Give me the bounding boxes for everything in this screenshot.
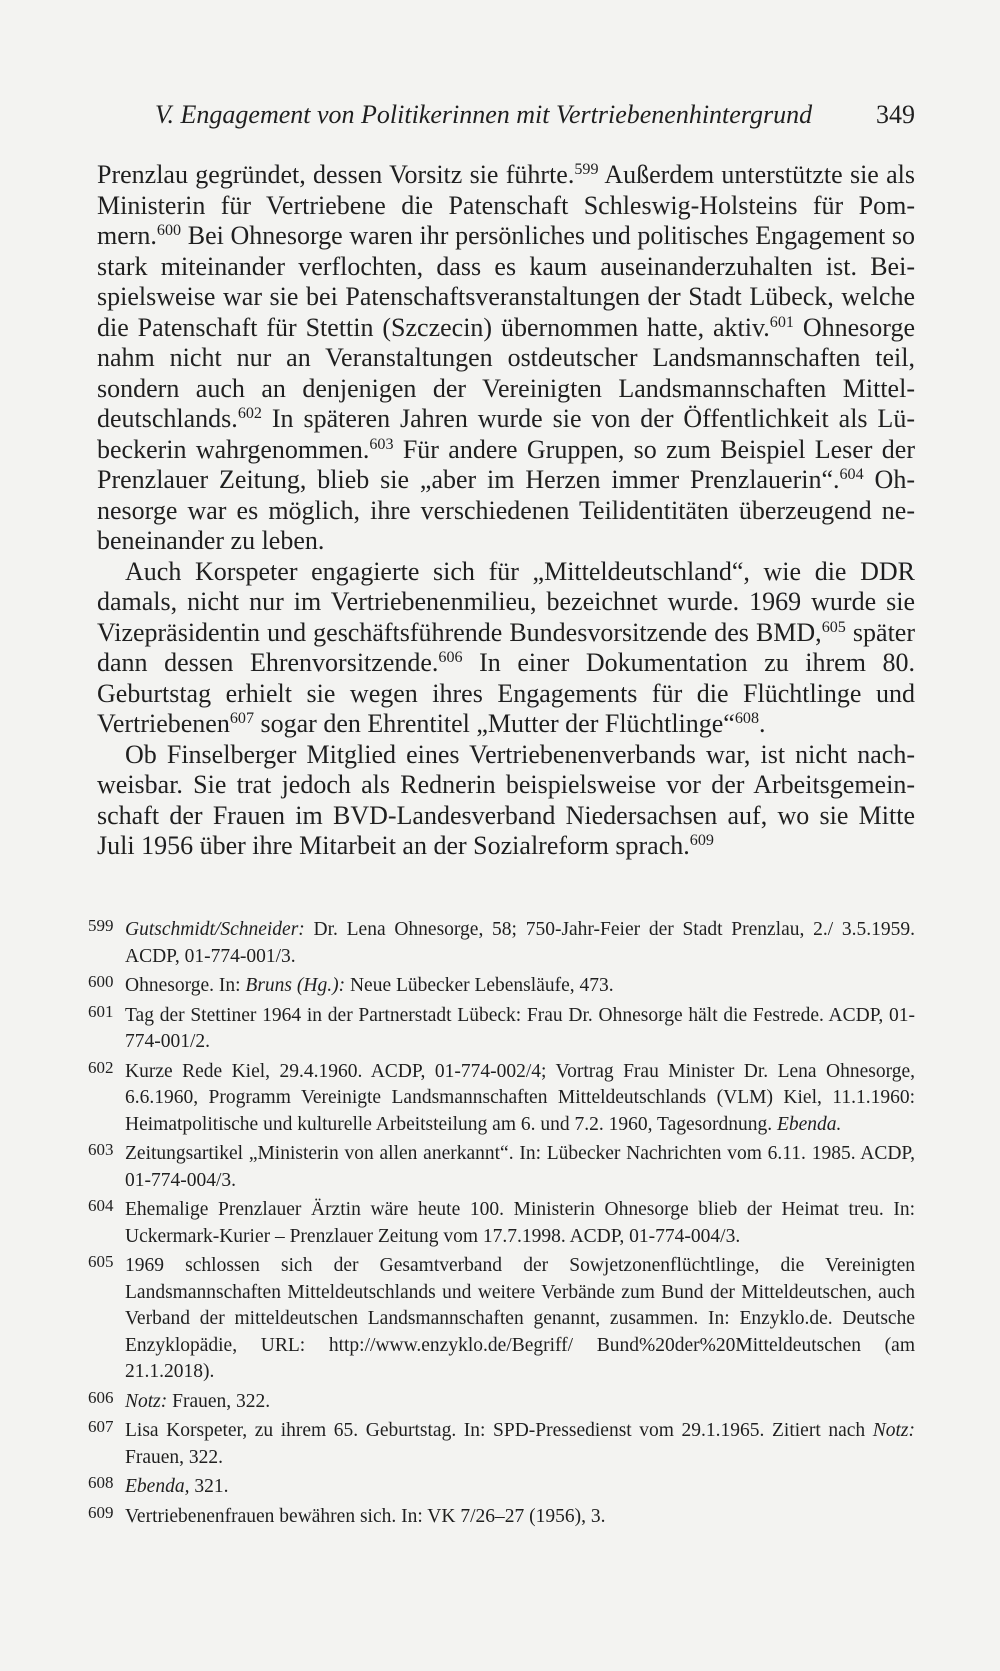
text-segment: In einer Dokumentation zu ihrem 80. Geburtstag erhielt sie wegen ihres Engagements für die Flüchtlinge und Vertriebenen [97,648,915,738]
paragraph-2 [97,557,915,740]
text-segment: sogar den Ehrentitel „Mutter der Flüchtlinge“ [254,709,735,738]
footnote-number: 604 [88,1196,114,1215]
footnote-604 [88,1197,915,1250]
footnote-text: Dr. Lena Ohnesorge, 58; 750-Jahr-Feier der Stadt Prenzlau, 2./ 3.5.1959. ACDP, 01-774-001/3. [125,919,915,967]
page-number: 349 [876,100,915,129]
footnote-ref: 602 [237,405,262,423]
footnote-author: Notz: [872,1420,915,1441]
footnote-number: 609 [88,1502,114,1522]
footnote-ref: 606 [438,649,463,667]
footnote-ref: 599 [574,161,599,179]
footnote-ref: 607 [229,710,254,728]
footnote-number: 600 [88,972,114,991]
main-text [97,160,915,862]
running-header [155,100,915,136]
footnote-608 [88,1474,915,1501]
footnote-number: 599 [88,916,114,935]
footnote-text: 1969 schlossen sich der Gesamtverband der Sowjetzonenflüchtlinge, die Vereinigten Landsmannschaften Mitteldeutschlands und weitere Verbände zum Bund der Mitteldeutschen, auch Verband der mitteldeutschen Landsmannschaften genannt, zusammen. In: Enzyklo.de. Deutsche Enzyklopädie, URL: http://www.enzyklo.de/Begriff/ Bund%20der%20Mitteldeutschen (am 21.1.2018). [125,1255,915,1382]
footnote-599 [88,917,915,970]
text-segment: In späteren Jahren wurde sie von der Öffentlichkeit als Lübeckerin wahrgenommen. [97,404,915,464]
footnote-ref: 608 [734,710,760,728]
text-segment: Ohnesorge war es möglich, ihre verschiedenen Teilidentitäten überzeugend nebeneinander zu leben. [97,465,915,555]
footnote-text: Ehemalige Prenzlauer Ärztin wäre heute 100. Ministerin Ohnesorge blieb der Heimat treu. In: Uckermark-Kurier – Prenzlauer Zeitung vom 17.7.1998. ACDP, 01-774-004/3. [125,1199,915,1247]
footnote-606 [88,1389,915,1416]
footnotes [88,917,915,1533]
text-segment: Bei Ohnesorge waren ihr persönliches und politisches Engagement so stark miteinander verflochten, dass es kaum auseinanderzuhalten ist. Beispielsweise war sie bei Patenschaftsveranstaltungen der Stadt Lübeck, welche die Patenschaft für Stettin (Szczecin) übernommen hatte, aktiv. [97,221,915,342]
footnote-ref: 601 [769,313,794,331]
text-segment: . [759,709,766,738]
footnote-number: 606 [88,1387,114,1407]
text-segment: später dann dessen Ehrenvorsitzende. [97,617,915,677]
footnote-text: Tag der Stettiner 1964 in der Partnerstadt Lübeck: Frau Dr. Ohnesorge hält die Festrede. ACDP, 01-774-001/2. [125,1004,915,1052]
footnote-number: 601 [88,1001,114,1021]
footnote-text: 321. [189,1476,229,1497]
footnote-text: Frauen, 322. [167,1390,271,1412]
footnote-ebenda: Ebenda, [125,1476,190,1497]
footnote-number: 605 [88,1252,114,1271]
footnote-text: Ohnesorge. In: [125,975,246,996]
footnote-text: Zeitungsartikel „Ministerin von allen anerkannt“. In: Lübecker Nachrichten vom 6.11. 1985. ACDP, 01-774-004/3. [125,1143,915,1191]
footnote-605 [88,1253,915,1386]
footnote-text: Kurze Rede Kiel, 29.4.1960. ACDP, 01-774-002/4; Vortrag Frau Minister Dr. Lena Ohnesorge, 6.6.1960, Programm Vereinigte Landsmannschaften Mitteldeutschlands (VLM) Kiel, 11.1.1960: Heimatpolitische und kulturelle Arbeitsteilung am 6. und 7.2. 1960, Tagesordnung. [125,1060,915,1135]
footnote-number: 603 [88,1140,114,1159]
footnote-ref: 600 [156,222,182,240]
footnote-601 [88,1003,915,1056]
footnote-ref: 603 [369,435,394,453]
footnote-609 [88,1504,915,1531]
footnote-text: Lisa Korspeter, zu ihrem 65. Geburtstag. In: SPD-Pressedienst vom 29.1.1965. Zitiert nach [125,1420,873,1441]
text-segment: Für andere Gruppen, so zum Beispiel Leser der Prenzlauer Zeitung, blieb sie „aber im Herzen immer Prenzlauerin“. [97,434,915,494]
footnote-603 [88,1141,915,1194]
footnote-author: Notz: [125,1390,168,1412]
text-segment: Ob Finselberger Mitglied eines Vertriebenenverbands war, ist nicht nachweisbar. Sie trat jedoch als Rednerin beispielsweise vor der Arbeitsgemeinschaft der Frauen im BVD-Landesverband Niedersachsen auf, wo sie Mitte Juli 1956 über ihre Mitarbeit an der Sozialreform sprach. [97,739,915,860]
chapter-title: V. Engagement von Politikerinnen mit Vertriebenenhintergrund [155,100,813,129]
footnote-number: 608 [88,1473,114,1492]
footnote-author: Gutschmidt/Schneider: [125,919,305,940]
footnote-author: Bruns (Hg.): [245,975,346,996]
footnote-ref: 609 [689,832,714,850]
footnote-ref: 605 [821,618,846,636]
footnote-ebenda: Ebenda. [776,1113,842,1135]
footnote-602 [88,1059,915,1139]
footnote-text: Frauen, 322. [125,1446,224,1468]
paragraph-1 [97,160,915,557]
footnote-607 [88,1418,915,1471]
text-segment: Außerdem unterstützte sie als Ministerin für Vertriebene die Patenschaft Schleswig-Holsteins für Pommern. [97,160,916,250]
footnote-number: 602 [88,1057,114,1077]
footnote-text: Neue Lübecker Lebensläufe, 473. [345,975,614,996]
paragraph-3 [97,740,915,862]
text-segment: Prenzlau gegründet, dessen Vorsitz sie führte. [97,160,575,189]
footnote-number: 607 [88,1417,114,1436]
footnote-600 [88,973,915,1000]
text-segment: Auch Korspeter engagierte sich für „Mitteldeutschland“, wie die DDR damals, nicht nur im Vertriebenenmilieu, bezeichnet wurde. 1969 wurde sie Vizepräsidentin und geschäftsführende Bundesvorsitzende des BMD, [97,556,915,647]
footnote-text: Vertriebenenfrauen bewähren sich. In: VK 7/26–27 (1956), 3. [125,1505,606,1527]
footnote-ref: 604 [839,466,864,484]
text-segment: Ohnesorge nahm nicht nur an Veranstaltungen ostdeutscher Landsmannschaften teil, sondern auch an denjenigen der Vereinigten Landsmannschaften Mitteldeutschlands. [97,312,915,433]
